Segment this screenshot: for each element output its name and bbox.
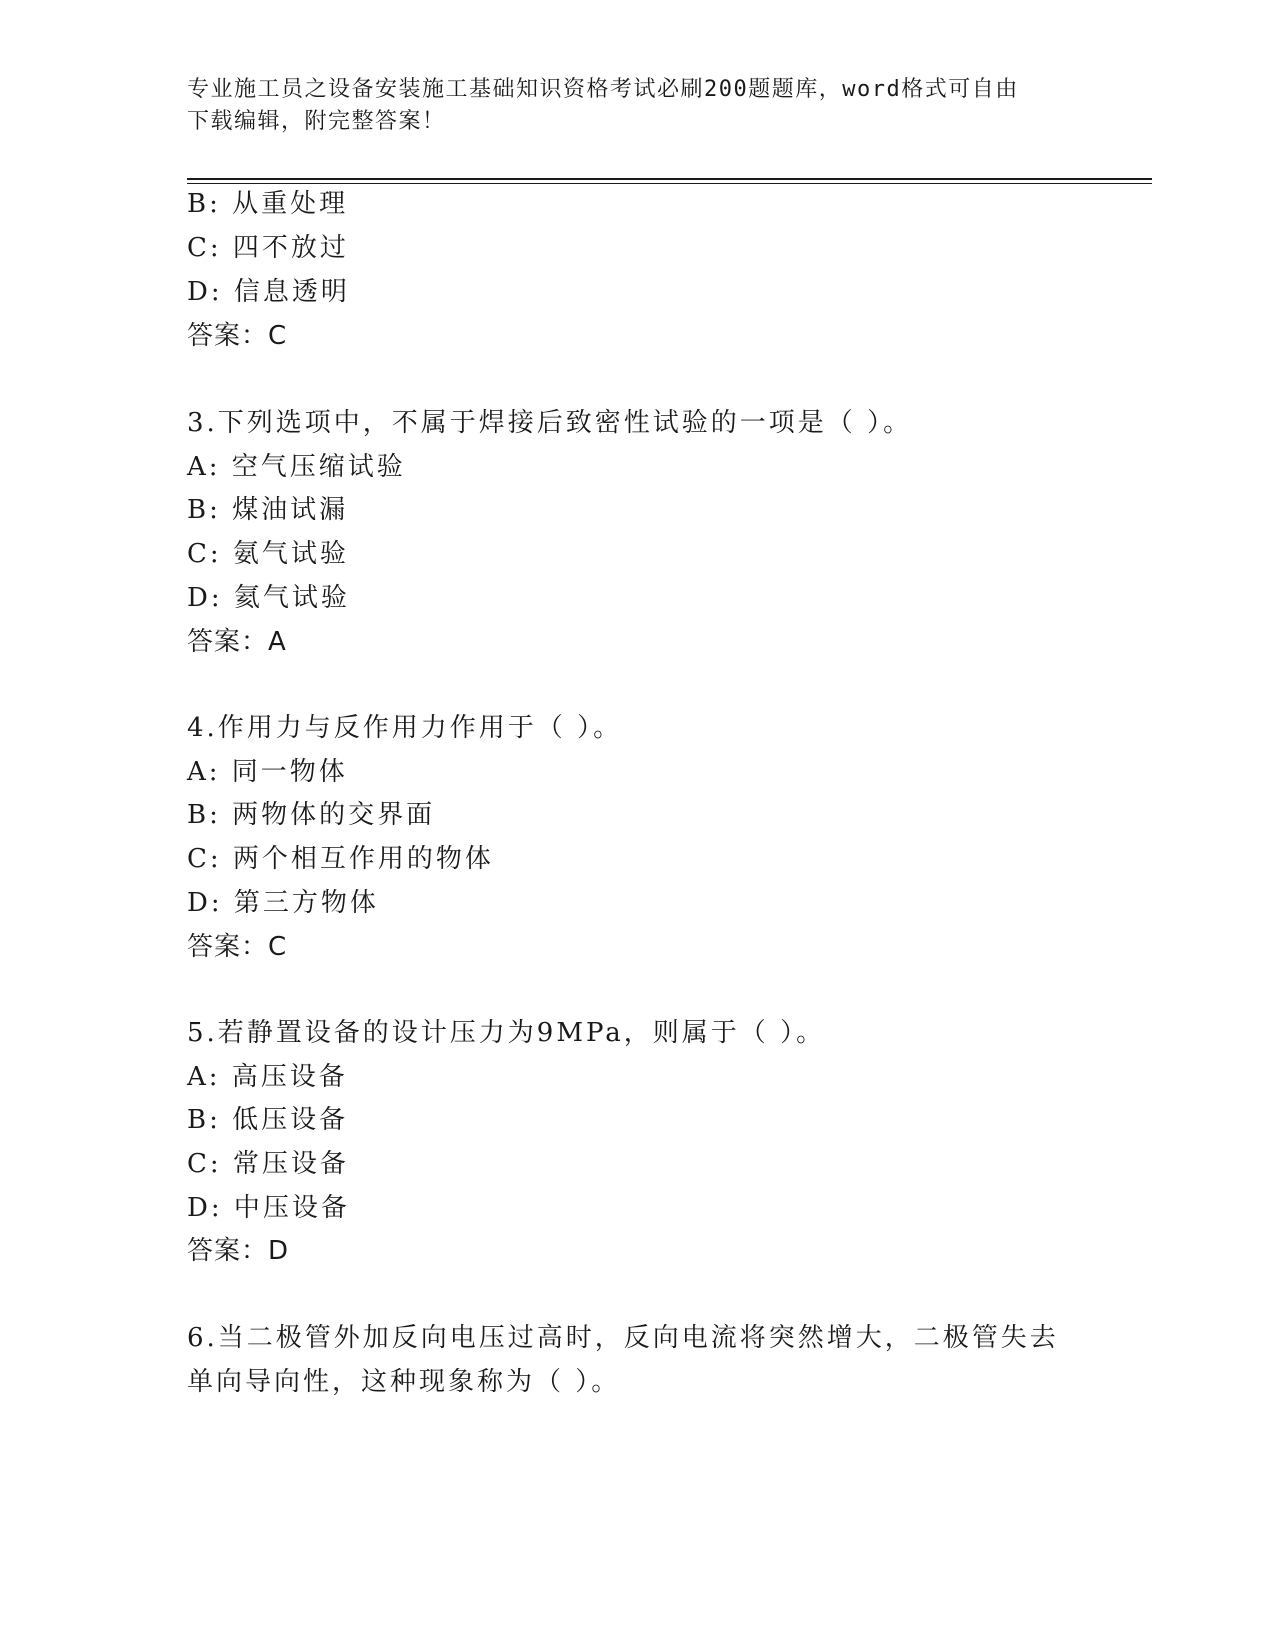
q5-answer: 答案：D <box>187 1236 290 1266</box>
q4-option-c: C: 两个相互作用的物体 <box>187 844 494 874</box>
q5-option-c: C: 常压设备 <box>187 1149 349 1179</box>
q5-option-a: A: 高压设备 <box>187 1062 348 1092</box>
q3-stem: 3.下列选项中，不属于焊接后致密性试验的一项是（ ）。 <box>187 408 913 438</box>
header-line-1: 专业施工员之设备安装施工基础知识资格考试必刷200题题库，word格式可自由 <box>187 77 1019 102</box>
q6-stem-line-1: 6.当二极管外加反向电压过高时，反向电流将突然增大，二极管失去 <box>187 1323 1059 1353</box>
q2-option-c: C: 四不放过 <box>187 233 349 263</box>
q6-stem-line-2: 单向导向性，这种现象称为（ ）。 <box>187 1367 621 1397</box>
header-divider-thin <box>187 183 1152 184</box>
header-line-2: 下载编辑，附完整答案！ <box>187 109 446 134</box>
q2-answer: 答案：C <box>187 321 288 351</box>
q4-answer: 答案：C <box>187 932 288 962</box>
q5-stem: 5.若静置设备的设计压力为9MPa，则属于（ ）。 <box>187 1018 826 1048</box>
q4-option-d: D: 第三方物体 <box>187 888 379 918</box>
q5-option-b: B: 低压设备 <box>187 1105 349 1135</box>
q2-option-d: D: 信息透明 <box>187 277 350 307</box>
q3-option-b: B: 煤油试漏 <box>187 495 349 525</box>
q2-option-b: B: 从重处理 <box>187 189 349 219</box>
document-header <box>187 74 1087 138</box>
q4-option-a: A: 同一物体 <box>187 757 348 787</box>
q4-stem: 4.作用力与反作用力作用于（ ）。 <box>187 713 623 743</box>
q5-option-d: D: 中压设备 <box>187 1193 350 1223</box>
q3-answer: 答案：A <box>187 627 287 657</box>
header-divider-thick <box>187 178 1152 180</box>
q3-option-d: D: 氦气试验 <box>187 583 350 613</box>
q3-option-c: C: 氨气试验 <box>187 539 349 569</box>
q3-option-a: A: 空气压缩试验 <box>187 452 406 482</box>
q4-option-b: B: 两物体的交界面 <box>187 800 436 830</box>
